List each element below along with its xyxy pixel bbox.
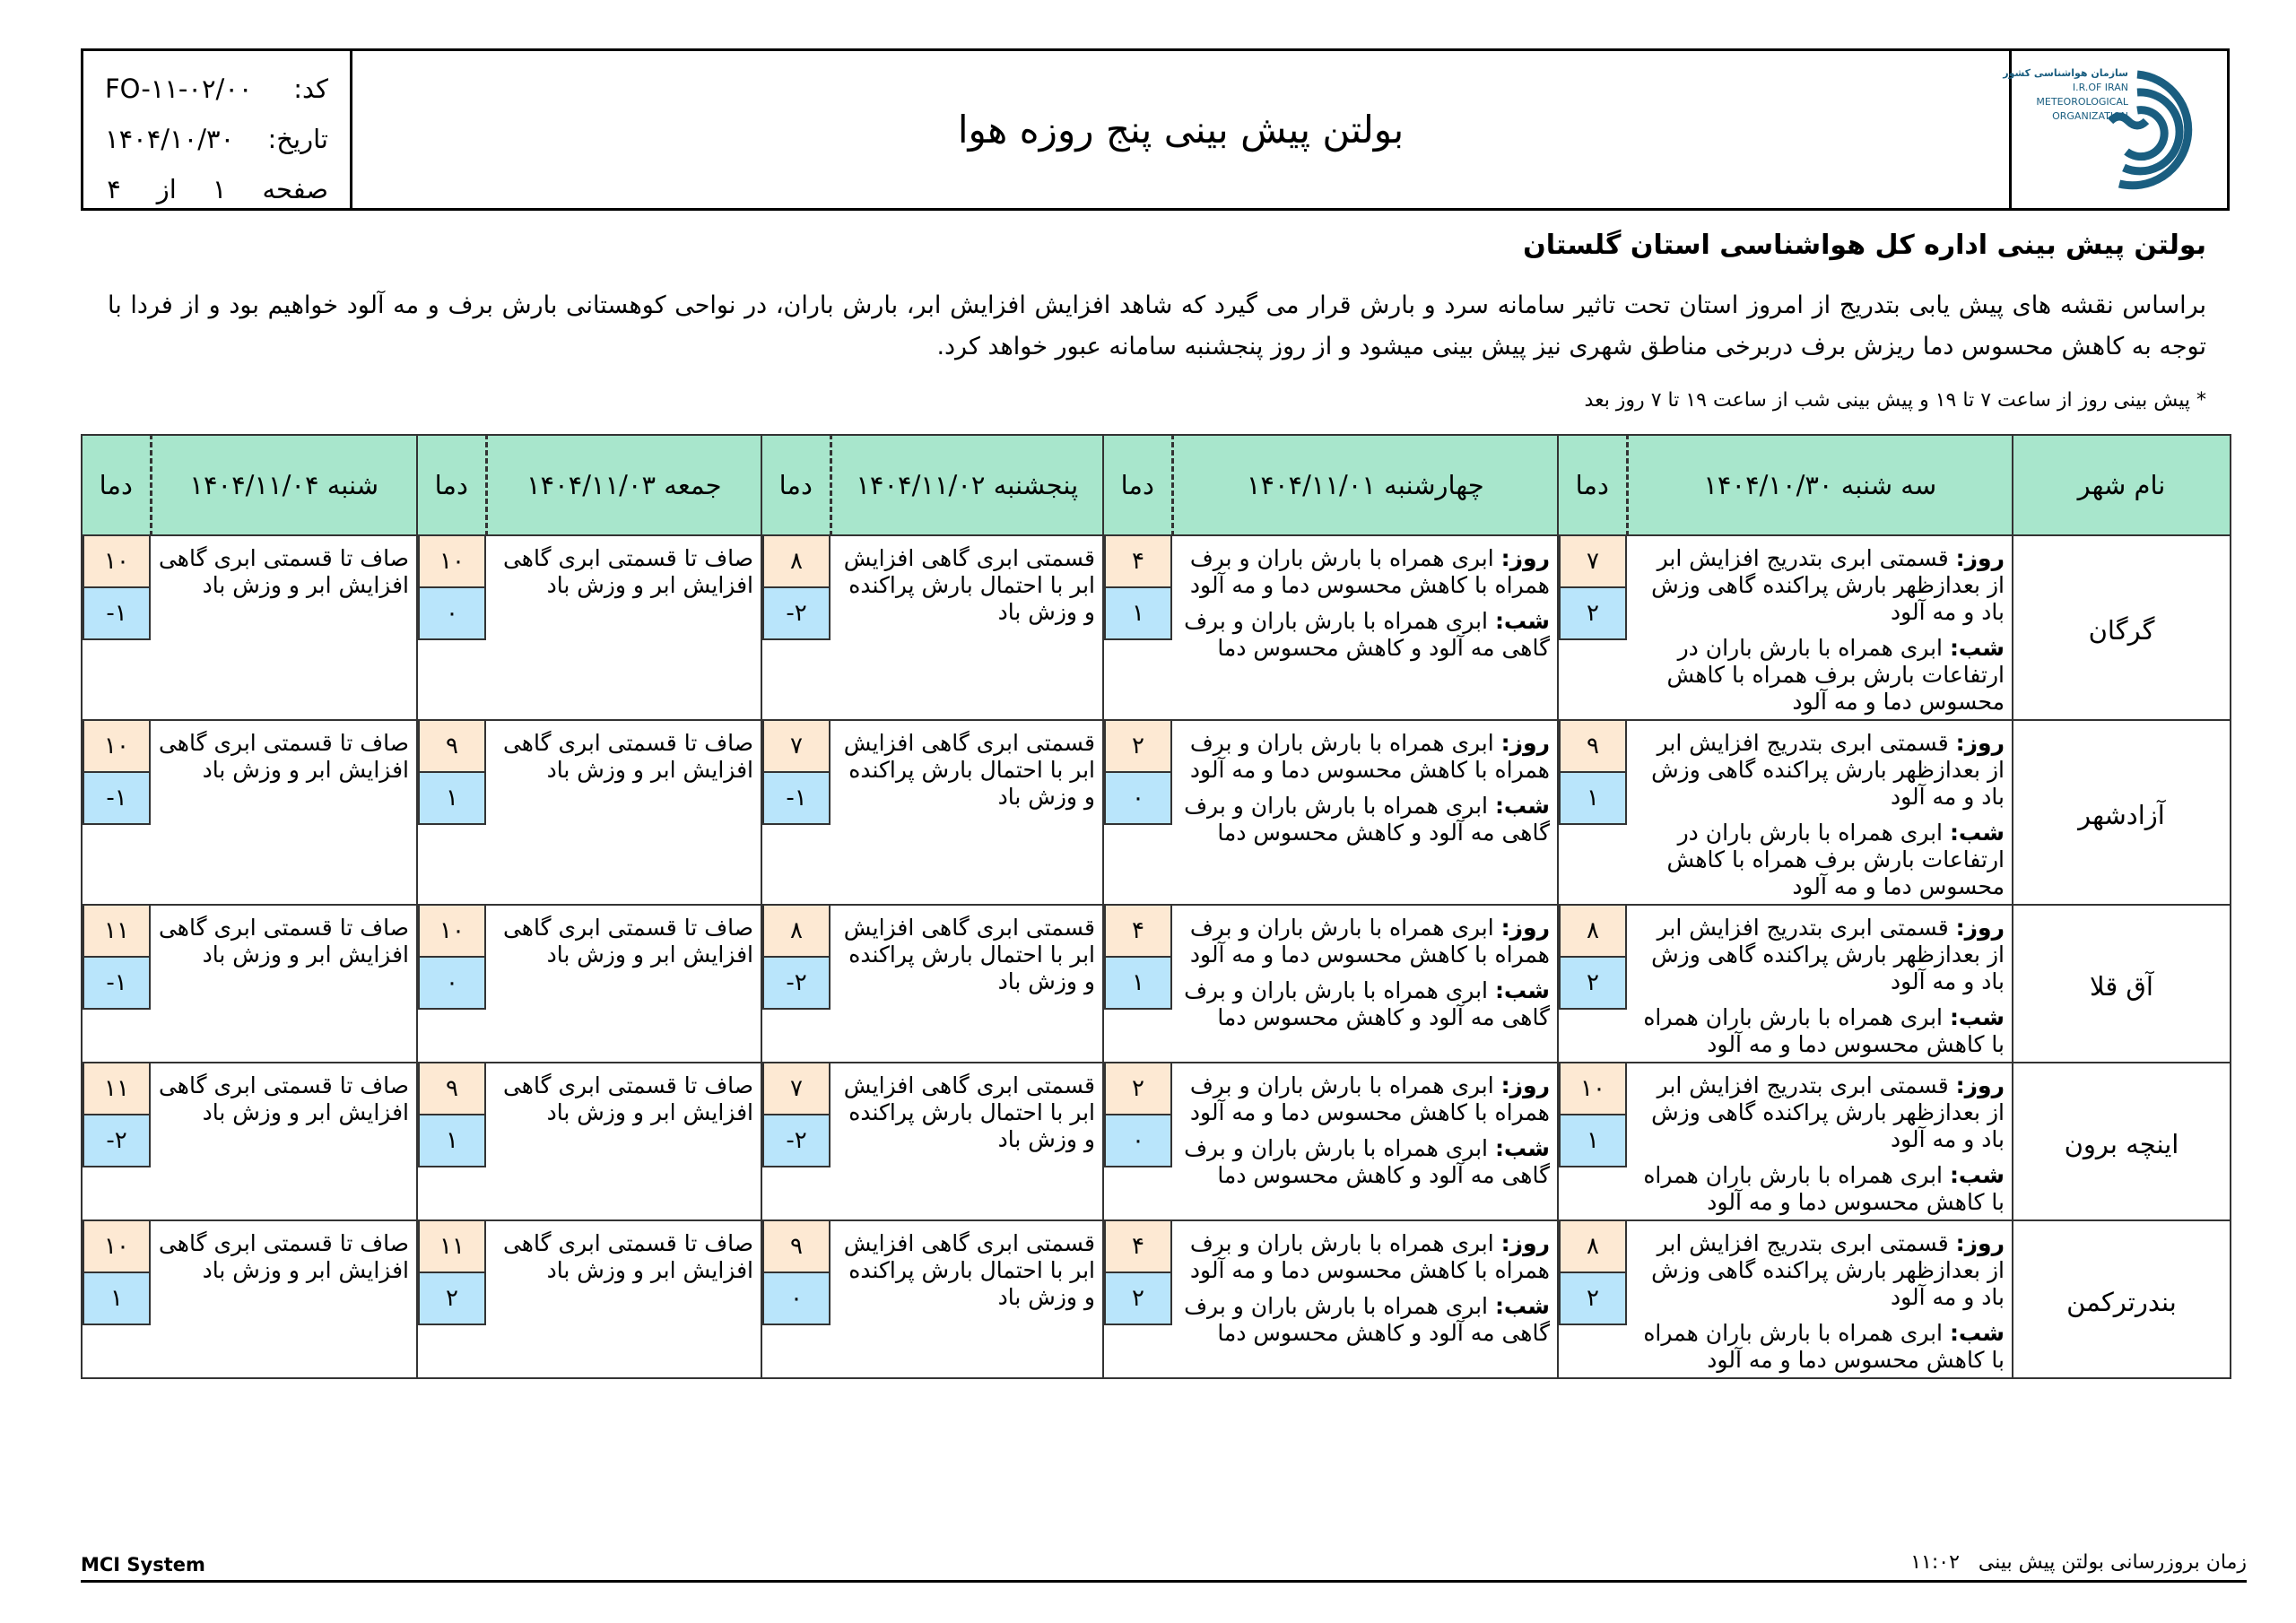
temperature-cell — [1103, 535, 1172, 720]
night-label: شب: — [1949, 1162, 2005, 1188]
night-label: شب: — [1949, 1004, 2005, 1030]
forecast-text: صاف تا قسمتی ابری گاهی افزایش ابر و وزش باد — [502, 1230, 753, 1283]
max-temperature: ۹ — [762, 1219, 831, 1273]
temperature-cell — [417, 720, 486, 905]
table-row — [82, 535, 2231, 720]
day-column-header: شنبه ۱۴۰۴/۱۱/۰۴ — [151, 435, 417, 535]
day-forecast — [1634, 1230, 2005, 1311]
max-temperature: ۷ — [762, 719, 831, 773]
forecast-cell — [486, 905, 761, 1063]
forecast-cell — [1172, 1063, 1558, 1220]
meteorological-organization-logo — [2003, 51, 2227, 208]
forecast-cell — [151, 720, 417, 905]
table-header-row — [82, 435, 2231, 535]
night-label: شب: — [1494, 1135, 1550, 1161]
temperature-cell — [1103, 1063, 1172, 1220]
day-forecast — [1179, 730, 1550, 784]
forecast-text: صاف تا قسمتی ابری گاهی افزایش ابر و وزش باد — [158, 1072, 409, 1125]
night-forecast — [1634, 820, 2005, 900]
night-forecast — [1179, 608, 1550, 662]
forecast-cell — [831, 905, 1103, 1063]
city-name: بندرترکمن — [2013, 1220, 2231, 1378]
night-forecast — [1179, 977, 1550, 1031]
min-temperature: ۰ — [418, 956, 486, 1010]
min-temperature: -۱ — [762, 771, 831, 825]
day-forecast — [1179, 1230, 1550, 1284]
min-temperature: ۲ — [1559, 1271, 1627, 1325]
day-forecast — [1634, 545, 2005, 626]
forecast-text: قسمتی ابری گاهی افزایش ابر با احتمال بارش پراکنده و وزش باد — [843, 1230, 1095, 1310]
max-temperature: ۱۰ — [418, 904, 486, 958]
city-name: آزادشهر — [2013, 720, 2231, 905]
day-label: روز: — [1955, 730, 2005, 756]
svg-text:METEOROLOGICAL: METEOROLOGICAL — [2036, 95, 2128, 108]
day-forecast-text: قسمتی ابری بتدریج افزایش ابر از بعدازظهر بارش پراکنده گاهی وزش باد و مه آلود — [1651, 915, 2005, 994]
min-temperature: ۲ — [418, 1271, 486, 1325]
forecast-cell — [1172, 1220, 1558, 1378]
city-name: گرگان — [2013, 535, 2231, 720]
min-temperature: -۱ — [83, 771, 151, 825]
min-temperature: -۲ — [762, 586, 831, 640]
day-label: روز: — [1500, 915, 1550, 941]
max-temperature: ۱۱ — [83, 1062, 151, 1115]
night-forecast-text: ابری همراه با بارش باران در ارتفاعات بارش برف همراه با کاهش محسوس دما و مه آلود — [1666, 820, 2005, 899]
night-forecast — [1179, 1293, 1550, 1347]
min-temperature: ۰ — [418, 586, 486, 640]
day-forecast — [1634, 915, 2005, 995]
temperature-cell — [1103, 905, 1172, 1063]
day-forecast-text: ابری همراه با بارش باران و برف همراه با کاهش محسوس دما و مه آلود — [1189, 545, 1550, 598]
city-column-header: نام شهر — [2013, 435, 2231, 535]
forecast-text: صاف تا قسمتی ابری گاهی افزایش ابر و وزش باد — [158, 730, 409, 783]
night-label: شب: — [1494, 1293, 1550, 1319]
document-code: FO-۱۱-۰۲/۰۰ — [105, 74, 253, 104]
day-label: روز: — [1955, 1072, 2005, 1098]
night-label: شب: — [1949, 1320, 2005, 1346]
day-label: روز: — [1955, 1230, 2005, 1256]
system-name: MCI System — [81, 1554, 205, 1575]
forecast-cell — [1627, 535, 2013, 720]
min-temperature: ۱ — [1104, 586, 1172, 640]
min-temperature: ۰ — [762, 1271, 831, 1325]
day-forecast-text: ابری همراه با بارش باران و برف همراه با کاهش محسوس دما و مه آلود — [1189, 730, 1550, 783]
night-forecast-text: ابری همراه با بارش باران همراه با کاهش محسوس دما و مه آلود — [1643, 1162, 2005, 1215]
svg-text:ORGANIZATION: ORGANIZATION — [2052, 109, 2128, 122]
date-label: تاریخ: — [267, 124, 328, 154]
temperature-cell — [761, 1220, 831, 1378]
min-temperature: ۲ — [1559, 586, 1627, 640]
temperature-cell — [82, 720, 151, 905]
max-temperature: ۸ — [762, 904, 831, 958]
max-temperature: ۹ — [1559, 719, 1627, 773]
forecast-cell — [486, 535, 761, 720]
night-forecast-text: ابری همراه با بارش باران در ارتفاعات بارش برف همراه با کاهش محسوس دما و مه آلود — [1666, 635, 2005, 715]
max-temperature: ۱۰ — [418, 534, 486, 588]
forecast-text: صاف تا قسمتی ابری گاهی افزایش ابر و وزش باد — [502, 730, 753, 783]
max-temperature: ۷ — [1559, 534, 1627, 588]
forecast-cell — [831, 1220, 1103, 1378]
table-row — [82, 720, 2231, 905]
min-temperature: ۱ — [1559, 771, 1627, 825]
max-temperature: ۱۱ — [418, 1219, 486, 1273]
temperature-cell — [761, 720, 831, 905]
max-temperature: ۹ — [418, 1062, 486, 1115]
forecast-cell — [831, 1063, 1103, 1220]
svg-text:I.R.OF IRAN: I.R.OF IRAN — [2072, 81, 2128, 93]
temperature-cell — [1103, 720, 1172, 905]
temperature-cell — [1558, 720, 1627, 905]
update-time-value: ۱۱:۰۲ — [1910, 1551, 1960, 1574]
bulletin-header — [81, 48, 2230, 211]
night-label: شب: — [1494, 793, 1550, 819]
of-label: از — [156, 174, 177, 204]
forecast-cell — [831, 535, 1103, 720]
day-forecast — [1179, 545, 1550, 599]
max-temperature: ۲ — [1104, 1062, 1172, 1115]
city-name: آق قلا — [2013, 905, 2231, 1063]
night-forecast — [1179, 793, 1550, 846]
forecast-cell — [151, 535, 417, 720]
temperature-cell — [1558, 905, 1627, 1063]
forecast-cell — [486, 1220, 761, 1378]
temperature-cell — [82, 535, 151, 720]
temperature-cell — [1558, 535, 1627, 720]
night-forecast — [1634, 635, 2005, 716]
min-temperature: -۱ — [83, 586, 151, 640]
table-row — [82, 1220, 2231, 1378]
day-column-header: پنجشنبه ۱۴۰۴/۱۱/۰۲ — [831, 435, 1103, 535]
document-date: ۱۴۰۴/۱۰/۳۰ — [105, 124, 235, 154]
temp-column-header: دما — [82, 435, 151, 535]
page-title: بولتن پیش بینی پنج روزه هوا — [957, 108, 1405, 152]
temp-column-header: دما — [761, 435, 831, 535]
night-label: شب: — [1494, 608, 1550, 634]
max-temperature: ۱۰ — [83, 534, 151, 588]
day-label: روز: — [1500, 1072, 1550, 1098]
min-temperature: ۱ — [418, 771, 486, 825]
page-number: ۱ — [212, 174, 227, 204]
page-label: صفحه — [262, 174, 328, 204]
forecast-text: قسمتی ابری گاهی افزایش ابر با احتمال بارش پراکنده و وزش باد — [843, 1072, 1095, 1152]
min-temperature: ۱ — [1104, 956, 1172, 1010]
forecast-text: صاف تا قسمتی ابری گاهی افزایش ابر و وزش باد — [158, 545, 409, 598]
table-row — [82, 905, 2231, 1063]
temperature-cell — [82, 905, 151, 1063]
page-count: ۴ — [107, 174, 121, 204]
forecast-cell — [1172, 535, 1558, 720]
night-forecast — [1634, 1162, 2005, 1216]
max-temperature: ۴ — [1104, 1219, 1172, 1273]
city-name: اینچه برون — [2013, 1063, 2231, 1220]
max-temperature: ۸ — [762, 534, 831, 588]
night-forecast-text: ابری همراه با بارش باران همراه با کاهش محسوس دما و مه آلود — [1643, 1320, 2005, 1373]
document-info — [83, 51, 352, 208]
min-temperature: ۲ — [1104, 1271, 1172, 1325]
min-temperature: -۲ — [83, 1114, 151, 1167]
max-temperature: ۱۰ — [83, 1219, 151, 1273]
night-forecast-text: ابری همراه با بارش باران و برف گاهی مه آلود و کاهش محسوس دما — [1184, 977, 1550, 1030]
min-temperature: ۰ — [1104, 771, 1172, 825]
forecast-cell — [1627, 720, 2013, 905]
forecast-cell — [1172, 905, 1558, 1063]
update-time — [1910, 1551, 2247, 1574]
day-forecast-text: ابری همراه با بارش باران و برف همراه با کاهش محسوس دما و مه آلود — [1189, 915, 1550, 968]
forecast-cell — [1627, 1063, 2013, 1220]
min-temperature: ۱ — [1559, 1114, 1627, 1167]
day-forecast-text: ابری همراه با بارش باران و برف همراه با کاهش محسوس دما و مه آلود — [1189, 1072, 1550, 1125]
temperature-cell — [82, 1063, 151, 1220]
forecast-cell — [1172, 720, 1558, 905]
night-forecast-text: ابری همراه با بارش باران همراه با کاهش محسوس دما و مه آلود — [1643, 1004, 2005, 1057]
day-forecast-text: قسمتی ابری بتدریج افزایش ابر از بعدازظهر بارش پراکنده گاهی وزش باد و مه آلود — [1651, 1230, 2005, 1310]
min-temperature: ۱ — [418, 1114, 486, 1167]
temperature-cell — [1558, 1220, 1627, 1378]
forecast-text: قسمتی ابری گاهی افزایش ابر با احتمال بارش پراکنده و وزش باد — [843, 730, 1095, 810]
forecast-text: صاف تا قسمتی ابری گاهی افزایش ابر و وزش باد — [158, 1230, 409, 1283]
forecast-cell — [151, 905, 417, 1063]
day-column-header: سه شنبه ۱۴۰۴/۱۰/۳۰ — [1627, 435, 2013, 535]
day-forecast-text: ابری همراه با بارش باران و برف همراه با کاهش محسوس دما و مه آلود — [1189, 1230, 1550, 1283]
night-forecast-text: ابری همراه با بارش باران و برف گاهی مه آلود و کاهش محسوس دما — [1184, 1293, 1550, 1346]
min-temperature: -۲ — [762, 956, 831, 1010]
day-label: روز: — [1955, 545, 2005, 571]
forecast-text: صاف تا قسمتی ابری گاهی افزایش ابر و وزش باد — [502, 915, 753, 968]
temp-column-header: دما — [417, 435, 486, 535]
bulletin-subtitle: بولتن پیش بینی اداره کل هواشناسی استان گلستان — [1523, 230, 2206, 261]
temperature-cell — [761, 1063, 831, 1220]
max-temperature: ۱۱ — [83, 904, 151, 958]
day-forecast — [1634, 730, 2005, 811]
day-forecast — [1179, 915, 1550, 968]
temp-column-header: دما — [1103, 435, 1172, 535]
temperature-cell — [761, 535, 831, 720]
temperature-cell — [761, 905, 831, 1063]
forecast-cell — [831, 720, 1103, 905]
day-forecast-text: قسمتی ابری بتدریج افزایش ابر از بعدازظهر بارش پراکنده گاهی وزش باد و مه آلود — [1651, 1072, 2005, 1152]
night-forecast-text: ابری همراه با بارش باران و برف گاهی مه آلود و کاهش محسوس دما — [1184, 793, 1550, 846]
temperature-cell — [417, 1063, 486, 1220]
day-label: روز: — [1500, 1230, 1550, 1256]
forecast-time-note: * پیش بینی روز از ساعت ۷ تا ۱۹ و پیش بینی شب از ساعت ۱۹ تا ۷ روز بعد — [1584, 389, 2206, 412]
forecast-text: قسمتی ابری گاهی افزایش ابر با احتمال بارش پراکنده و وزش باد — [843, 915, 1095, 994]
max-temperature: ۷ — [762, 1062, 831, 1115]
forecast-cell — [486, 1063, 761, 1220]
max-temperature: ۸ — [1559, 1219, 1627, 1273]
day-forecast-text: قسمتی ابری بتدریج افزایش ابر از بعدازظهر بارش پراکنده گاهی وزش باد و مه آلود — [1651, 545, 2005, 625]
forecast-cell — [486, 720, 761, 905]
temperature-cell — [417, 1220, 486, 1378]
max-temperature: ۱۰ — [83, 719, 151, 773]
forecast-table — [81, 434, 2231, 1379]
max-temperature: ۴ — [1104, 534, 1172, 588]
temperature-cell — [417, 535, 486, 720]
max-temperature: ۴ — [1104, 904, 1172, 958]
min-temperature: -۱ — [83, 956, 151, 1010]
forecast-cell — [151, 1063, 417, 1220]
night-forecast — [1634, 1004, 2005, 1058]
temperature-cell — [82, 1220, 151, 1378]
day-label: روز: — [1955, 915, 2005, 941]
min-temperature: ۰ — [1104, 1114, 1172, 1167]
night-label: شب: — [1949, 820, 2005, 846]
temperature-cell — [417, 905, 486, 1063]
footer-divider — [81, 1580, 2247, 1583]
day-label: روز: — [1500, 730, 1550, 756]
svg-text:سازمان هواشناسی کشور: سازمان هواشناسی کشور — [2003, 66, 2128, 79]
day-column-header: جمعه ۱۴۰۴/۱۱/۰۳ — [486, 435, 761, 535]
day-label: روز: — [1500, 545, 1550, 571]
day-forecast — [1179, 1072, 1550, 1126]
temperature-cell — [1103, 1220, 1172, 1378]
forecast-cell — [1627, 905, 2013, 1063]
code-label: کد: — [293, 74, 328, 104]
min-temperature: ۲ — [1559, 956, 1627, 1010]
forecast-text: صاف تا قسمتی ابری گاهی افزایش ابر و وزش باد — [502, 545, 753, 598]
table-row — [82, 1063, 2231, 1220]
forecast-summary: براساس نقشه های پیش یابی بتدریج از امروز استان تحت تاثیر سامانه سرد و بارش قرار می گیرد که شاهد افزایش افزایش ابر، بارش باران، در نواحی کوهستانی بارش برف و مه آلود خواهیم بود و از فردا با توجه به کاهش محسوس دما ریزش برف دربرخی مناطق شهری نیز پیش بینی میشود و از روز پنجشنبه سامانه عبور خواهد کرد. — [108, 291, 2206, 360]
night-forecast — [1179, 1135, 1550, 1189]
forecast-cell — [151, 1220, 417, 1378]
max-temperature: ۸ — [1559, 904, 1627, 958]
night-label: شب: — [1949, 635, 2005, 661]
forecast-text: صاف تا قسمتی ابری گاهی افزایش ابر و وزش باد — [158, 915, 409, 968]
max-temperature: ۹ — [418, 719, 486, 773]
max-temperature: ۱۰ — [1559, 1062, 1627, 1115]
update-label: زمان بروزرسانی بولتن پیش بینی — [1978, 1551, 2247, 1574]
night-forecast — [1634, 1320, 2005, 1374]
day-forecast — [1634, 1072, 2005, 1153]
night-label: شب: — [1494, 977, 1550, 1003]
min-temperature: ۱ — [83, 1271, 151, 1325]
night-forecast-text: ابری همراه با بارش باران و برف گاهی مه آلود و کاهش محسوس دما — [1184, 1135, 1550, 1188]
night-forecast-text: ابری همراه با بارش باران و برف گاهی مه آلود و کاهش محسوس دما — [1184, 608, 1550, 661]
forecast-cell — [1627, 1220, 2013, 1378]
forecast-text: قسمتی ابری گاهی افزایش ابر با احتمال بارش پراکنده و وزش باد — [843, 545, 1095, 625]
min-temperature: -۲ — [762, 1114, 831, 1167]
temperature-cell — [1558, 1063, 1627, 1220]
forecast-text: صاف تا قسمتی ابری گاهی افزایش ابر و وزش باد — [502, 1072, 753, 1125]
day-column-header: چهارشنبه ۱۴۰۴/۱۱/۰۱ — [1172, 435, 1558, 535]
day-forecast-text: قسمتی ابری بتدریج افزایش ابر از بعدازظهر بارش پراکنده گاهی وزش باد و مه آلود — [1651, 730, 2005, 810]
temp-column-header: دما — [1558, 435, 1627, 535]
max-temperature: ۲ — [1104, 719, 1172, 773]
